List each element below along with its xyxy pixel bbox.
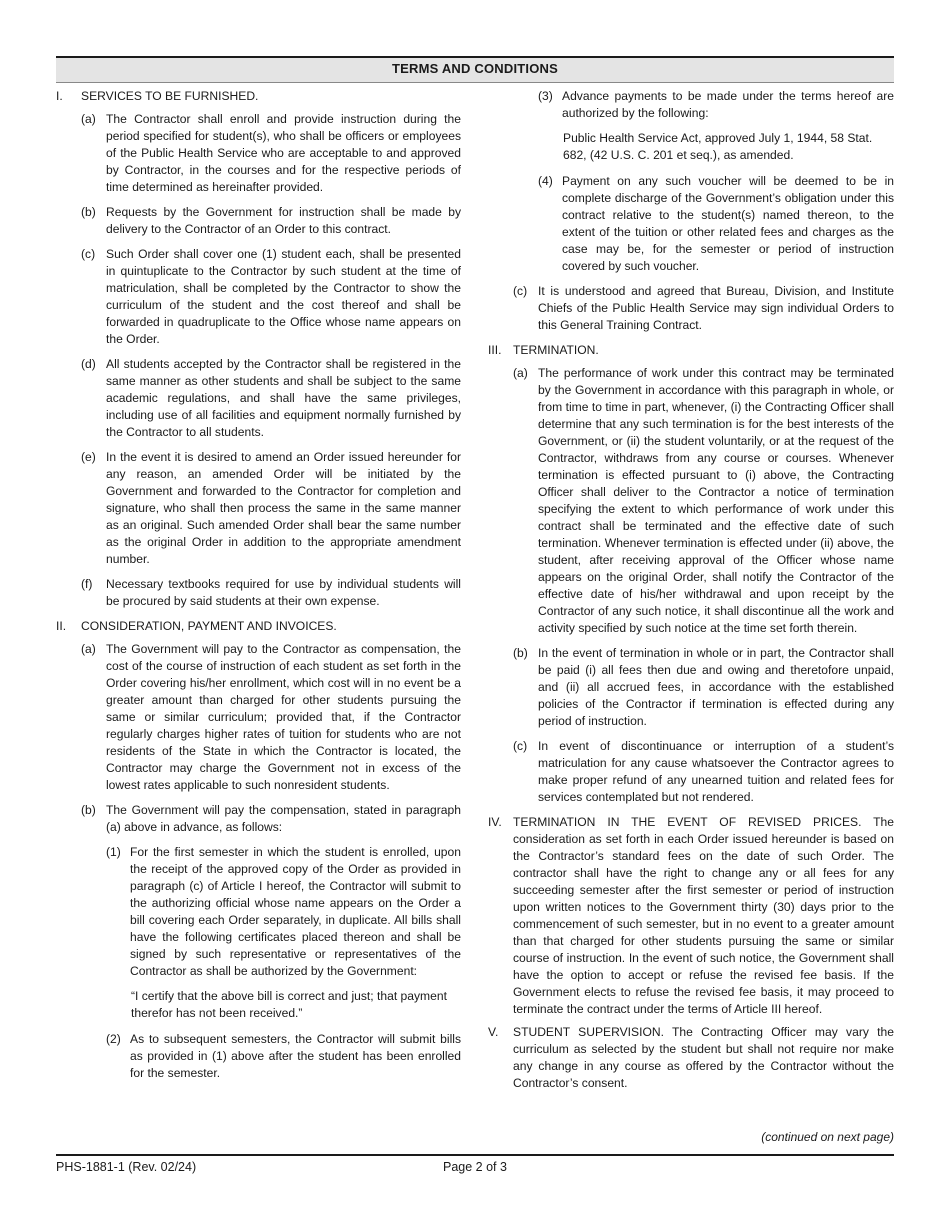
clause-label: (b) bbox=[81, 803, 96, 817]
clause-i-f bbox=[81, 576, 461, 610]
clause-label: (a) bbox=[81, 642, 96, 656]
form-number: PHS-1881-1 (Rev. 02/24) bbox=[56, 1160, 197, 1174]
clause-text: As to subsequent semesters, the Contractor will submit bills as provided in (1) above after the student has been enrolled for the semester. bbox=[130, 1032, 461, 1080]
clause-label: (c) bbox=[513, 739, 528, 753]
clause-label: (2) bbox=[106, 1032, 121, 1046]
section-text: TERMINATION IN THE EVENT OF REVISED PRICES. The consideration as set forth in each Order issued hereunder is based on the Contractor’s standard fees on the date of such Order. The contractor shall have the right to change any or all fees for any succeeding semester after the first semester or period of instruction upon written notices to the Government thirty (30) days prior to the commencement of such semester, but in no event to a greater amount than that charged for other students pursuing the same or similar course of instruction. In the event of such notice, the Government shall have the option to accept or refuse the revised fee basis. If the Government elects to refuse the revised fee basis, it may proceed to terminate the contract under the terms of Article III hereof. bbox=[513, 815, 894, 1016]
clause-i-e bbox=[81, 449, 461, 568]
statute-citation: Public Health Service Act, approved July 1, 1944, 58 Stat. 682, (42 U.S. C. 201 et seq.), as amended. bbox=[563, 131, 873, 162]
clause-text: The Government will pay the compensation, stated in paragraph (a) above in advance, as follows: bbox=[106, 803, 461, 834]
clause-label: (4) bbox=[538, 174, 553, 188]
section-header: TERMS AND CONDITIONS bbox=[56, 58, 894, 83]
section-title: SERVICES TO BE FURNISHED. bbox=[81, 89, 259, 103]
clause-iii-b bbox=[513, 645, 894, 730]
section-iii-heading bbox=[488, 342, 894, 359]
clause-label: (c) bbox=[81, 247, 96, 261]
right-column bbox=[488, 88, 894, 1098]
clause-text: The performance of work under this contract may be terminated by the Government in accordance with this paragraph in whole, or from time to time in part, whenever, (i) the Contracting Officer shall determine that any such termination is for the best interests of the Government, or (ii) the student voluntarily, or at the request of the Contractor, withdraws from any course or courses. Whenever termination is effected pursuant to (i) above, the Contracting Officer shall deliver to the Contractor a notice of termination specifying the extent to which performance of work under this contract shall be terminated and the effective date of such termination. Whenever termination is effected under (ii) above, the student, after receiving approval of the Officer whose name appears on the original Order, shall notify the Contractor of the effective date of his/her withdrawal and upon receipt by the Contractor of any such notice, it shall discontinue all the work and activity specified by such notice at the time set forth therein. bbox=[538, 366, 894, 635]
clause-i-b bbox=[81, 204, 461, 238]
clause-text: For the first semester in which the student is enrolled, upon the receipt of the approved copy of the Order as provided in paragraph (c) of Article I hereof, the Contractor will submit to the authorizing official whose name appears on the Order a bill covering each Order separately, in duplicate. All bills shall have the following certificates placed thereon and shall be signed by such representative or representatives of the Contractor as shall be authorized by the Government: bbox=[130, 845, 461, 978]
clause-label: (c) bbox=[513, 284, 528, 298]
clause-text: Necessary textbooks required for use by individual students will be procured by said students at their own expense. bbox=[106, 577, 461, 608]
page-number: Page 2 of 3 bbox=[443, 1160, 507, 1174]
clause-iii-a bbox=[513, 365, 894, 637]
clause-label: (e) bbox=[81, 450, 96, 464]
clause-text: Advance payments to be made under the terms hereof are authorized by the following: bbox=[562, 89, 894, 120]
clause-label: (1) bbox=[106, 845, 121, 859]
section-number: III. bbox=[488, 343, 502, 357]
clause-i-d bbox=[81, 356, 461, 441]
clause-label: (f) bbox=[81, 577, 93, 591]
clause-i-a bbox=[81, 111, 461, 196]
section-i-heading bbox=[56, 88, 461, 105]
clause-text: Such Order shall cover one (1) student each, shall be presented in quintuplicate to the Contractor by such student at the time of matriculation, shall be completed by the Contractor to show the curriculum of the student and the cost thereof and shall be forwarded in quadruplicate to the Office whose name appears on the Order. bbox=[106, 247, 461, 346]
clause-text: It is understood and agreed that Bureau, Division, and Institute Chiefs of the Public Health Service may sign individual Orders to this General Training Contract. bbox=[538, 284, 894, 332]
clause-text: The Government will pay to the Contractor as compensation, the cost of the course of instruction of each student as set forth in the Order covering his/her enrollment, which cost will in no event be a greater amount than charged for other students pursuing the same or similar curriculum; provided that, if the Contractor regularly charges higher rates of tuition for students who are not residents of the State in which the Contractor is located, the Contractor may charge the Government not in excess of the lowest rates applicable to such nonresident students. bbox=[106, 642, 461, 792]
clause-label: (a) bbox=[513, 366, 528, 380]
clause-label: (a) bbox=[81, 112, 96, 126]
clause-ii-c bbox=[513, 283, 894, 334]
section-title: CONSIDERATION, PAYMENT AND INVOICES. bbox=[81, 619, 337, 633]
clause-label: (b) bbox=[81, 205, 96, 219]
section-number: I. bbox=[56, 89, 63, 103]
section-v bbox=[488, 1024, 894, 1092]
section-number: V. bbox=[488, 1025, 499, 1039]
clause-text: The Contractor shall enroll and provide instruction during the period specified for student(s), who shall be officers or employees of the Public Health Service who are acceptable to and approved by Contractor, in the courses and for the respective periods of time determined as hereinafter provided. bbox=[106, 112, 461, 194]
clause-label: (3) bbox=[538, 89, 553, 103]
clause-label: (b) bbox=[513, 646, 528, 660]
clause-text: Requests by the Government for instruction shall be made by delivery to the Contractor of an Order to this contract. bbox=[106, 205, 461, 236]
section-ii-heading bbox=[56, 618, 461, 635]
continued-note: (continued on next page) bbox=[761, 1130, 894, 1144]
clause-text: In the event it is desired to amend an Order issued hereunder for any reason, an amended Order will be initiated by the Government and forwarded to the Contractor for completion and signature, who shall then process the same in the same manner as an original. Such amended Order shall bear the same number as the original Order in addition to the appropriate amendment number. bbox=[106, 450, 461, 566]
clause-text: In event of discontinuance or interruption of a student’s matriculation for any cause whatsoever the Contractor agrees to make proper refund of any unearned tuition and related fees for services contemplated but not rendered. bbox=[538, 739, 894, 804]
clause-i-c bbox=[81, 246, 461, 348]
clause-ii-a bbox=[81, 641, 461, 794]
clause-label: (d) bbox=[81, 357, 96, 371]
clause-ii-b bbox=[81, 802, 461, 836]
clause-ii-b-3 bbox=[538, 88, 894, 122]
left-column bbox=[56, 88, 461, 1090]
clause-text: All students accepted by the Contractor shall be registered in the same manner as other students and shall be subject to the same academic regulations, and shall have the same privileges, including use of all facilities and equipment normally furnished by the Contractor to all students. bbox=[106, 357, 461, 439]
certification-quote: “I certify that the above bill is correct and just; that payment therefor has not been received.” bbox=[131, 989, 447, 1020]
clause-text: In the event of termination in whole or in part, the Contractor shall be paid (i) all fees then due and owing and theretofore unpaid, and (ii) all accrued fees, in accordance with the established policies of the Contractor if termination is effected during any period of instruction. bbox=[538, 646, 894, 728]
section-title: TERMINATION. bbox=[513, 343, 599, 357]
clause-ii-b-1 bbox=[106, 844, 461, 980]
section-number: II. bbox=[56, 619, 67, 633]
section-iv bbox=[488, 814, 894, 1018]
section-number: IV. bbox=[488, 815, 502, 829]
section-text: STUDENT SUPERVISION. The Contracting Officer may vary the curriculum as selected by the student but shall not require nor make any change in any course as offered by the Contractor without the Contractor’s consent. bbox=[513, 1025, 894, 1090]
bottom-rule bbox=[56, 1154, 894, 1156]
clause-iii-c bbox=[513, 738, 894, 806]
clause-text: Payment on any such voucher will be deemed to be in complete discharge of the Government’s obligation under this contract relative to the student(s) named thereon, to the extent of the tuition or other related fees and charges as the case may be, for the semester or period of instruction covered by such voucher. bbox=[562, 174, 894, 273]
clause-ii-b-2 bbox=[106, 1031, 461, 1082]
clause-ii-b-4 bbox=[538, 173, 894, 275]
